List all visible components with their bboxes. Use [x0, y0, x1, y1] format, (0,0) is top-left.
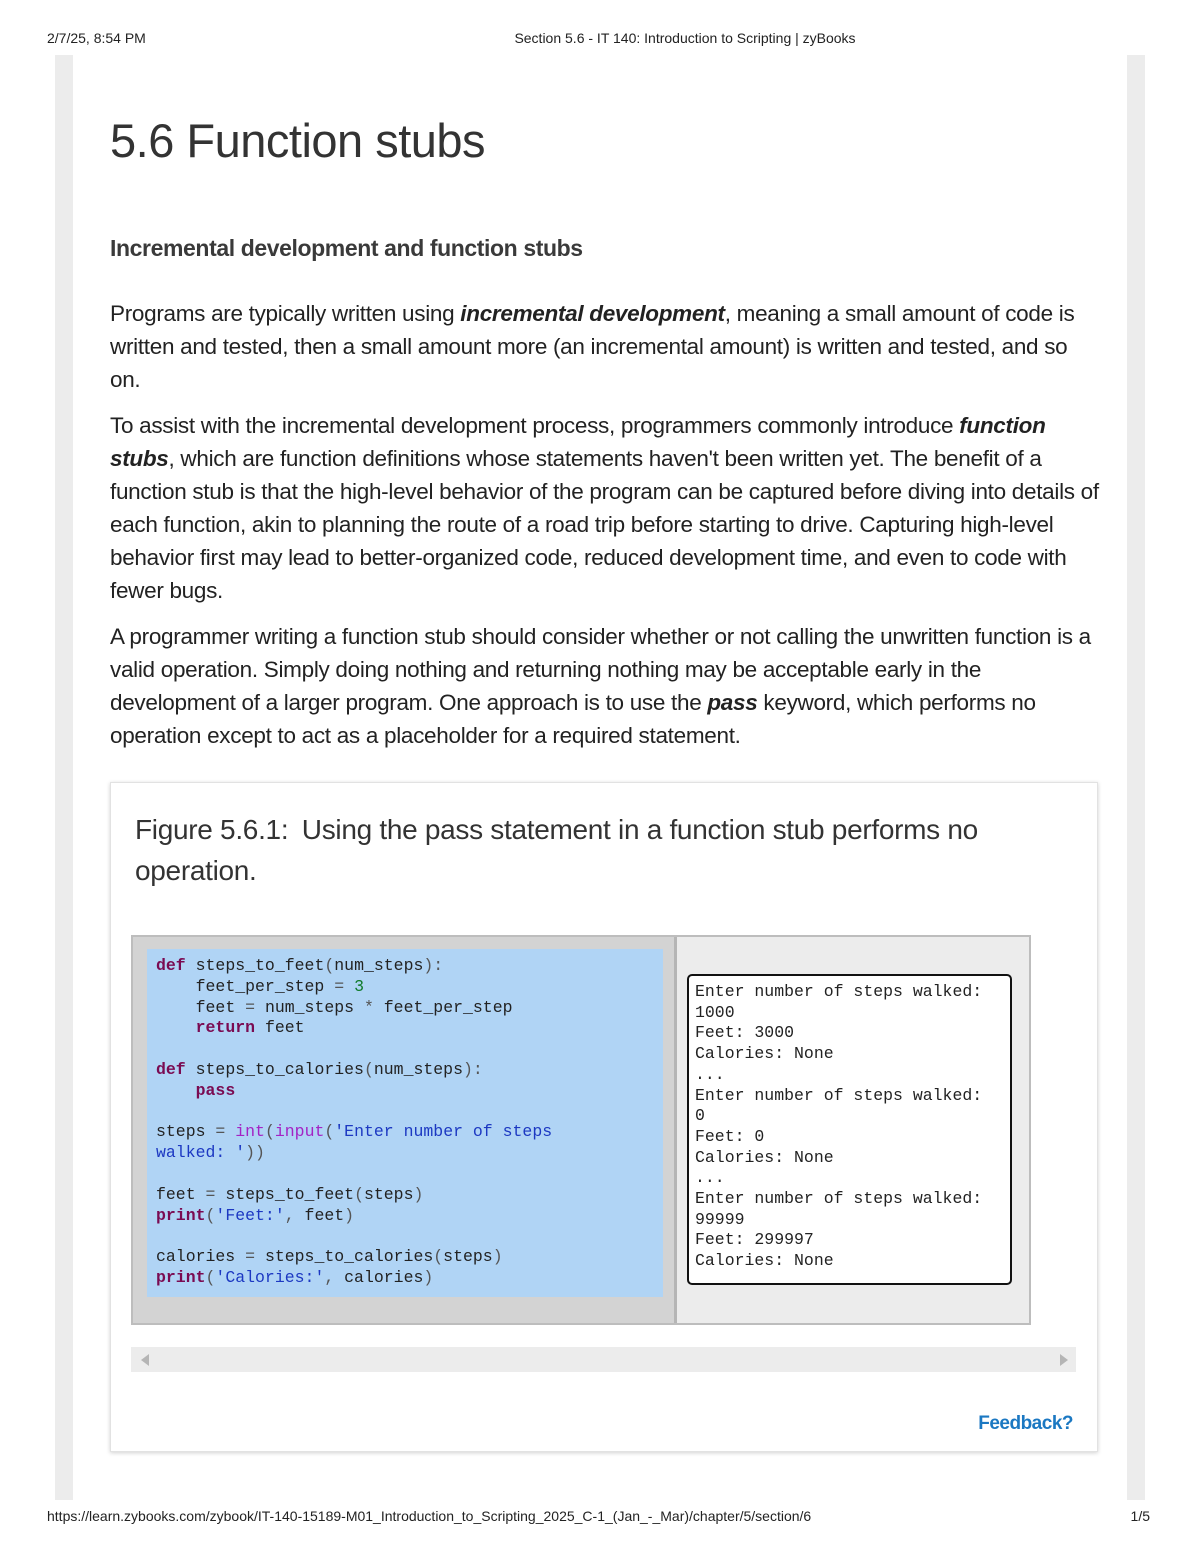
print-page-number: 1/5 — [1130, 1508, 1150, 1524]
figure-label: Figure 5.6.1: — [135, 814, 289, 845]
code-param: num_steps — [334, 956, 424, 975]
code-variable: calories — [344, 1267, 424, 1287]
term-pass: pass — [707, 690, 758, 715]
code-keyword: def — [156, 956, 186, 975]
para2-text-pre: To assist with the incremental development process, programmers commonly introduce — [110, 413, 960, 438]
code-keyword: pass — [195, 1080, 236, 1100]
code-keyword: return — [195, 1018, 256, 1038]
right-margin-bar — [1127, 55, 1145, 1500]
code-function-name: steps_to_calories — [195, 1059, 364, 1079]
code-variable: feet — [304, 1205, 345, 1225]
code-builtin: int — [235, 1122, 265, 1142]
code-variable: steps — [363, 1184, 414, 1204]
print-url: https://learn.zybooks.com/zybook/IT-140-15189-M01_Introduction_to_Scripting_2025_C-1_(Jan_-_Mar)/chapter/5/section/6 — [47, 1508, 812, 1524]
term-incremental-development: incremental development — [460, 301, 725, 326]
para2-text-post: , which are function definitions whose statements haven't been written yet. The benefit of a function stub is that the high-level behavior of the program can be captured before diving into details of each function, akin to planning the route of a road trip before starting to drive. Capturing high-level behavior first may lead to better-organized code, reduced development time, and even to code with fewer bugs. — [110, 446, 1099, 603]
scroll-right-icon[interactable] — [1060, 1354, 1068, 1366]
code-function-name: steps_to_calories — [264, 1247, 434, 1267]
code-param: num_steps — [373, 1059, 463, 1079]
para3-text-pre: A programmer writing a function stub should consider whether or not calling the unwritten function is a valid operation. Simply doing nothing and returning nothing may be acceptable early in the development of a larger program. One approach is to use the — [110, 624, 1091, 715]
code-variable: feet_per_step — [383, 997, 513, 1017]
code-listing: def steps_to_feet(num_steps): feet_per_step = 3 feet = num_steps * feet_per_step return feet def steps_to_calories(num_steps): pass steps = int(input('Enter number of steps walked: ')) feet = steps_to_feet(steps) print('Feet:', feet) calories = steps_to_calories(steps) print('Calories:', calories) — [156, 956, 553, 1287]
code-variable: feet — [156, 1184, 196, 1204]
section-title: 5.6 Function stubs — [110, 114, 486, 167]
code-function-name: steps_to_feet — [225, 1184, 355, 1204]
code-variable: feet — [195, 997, 236, 1017]
code-builtin: input — [274, 1122, 325, 1142]
code-builtin: print — [156, 1205, 206, 1225]
section-content — [110, 110, 1100, 752]
code-keyword: def — [156, 1059, 186, 1079]
code-variable: feet — [264, 1018, 305, 1038]
section-subtitle: Incremental development and function stubs — [110, 235, 583, 261]
para1-text-post: , meaning a small amount of code is written and tested, then a small amount more (an incremental amount) is written and tested, and so on. — [110, 301, 1075, 392]
print-page-title: Section 5.6 - IT 140: Introduction to Scripting | zyBooks — [514, 30, 856, 46]
figure-caption — [135, 809, 1055, 891]
code-variable: steps — [443, 1247, 493, 1267]
code-string: walked: ' — [156, 1143, 246, 1163]
scroll-left-icon[interactable] — [141, 1354, 149, 1366]
print-footer — [0, 1508, 1200, 1528]
console-output: Enter number of steps walked: 1000 Feet: 3000 Calories: None ... Enter number of steps walked: 0 Feet: 0 Calories: None ... Enter number of steps walked: 99999 Feet: 299997 Calories: None — [695, 982, 983, 1271]
code-panel — [147, 949, 663, 1297]
code-string: 'Feet:' — [215, 1205, 285, 1225]
code-function-name: steps_to_feet — [195, 956, 325, 975]
paragraph-function-stubs — [110, 409, 1100, 607]
code-param: num_steps — [264, 997, 355, 1017]
horizontal-scrollbar[interactable] — [131, 1347, 1076, 1372]
term-function-stubs: function stubs — [110, 413, 1046, 471]
para3-text-post: keyword, which performs no operation except to act as a placeholder for a required statement. — [110, 690, 1036, 748]
code-variable: steps — [156, 1122, 206, 1142]
code-example-frame — [131, 935, 1031, 1325]
code-string: 'Enter number of steps — [334, 1122, 553, 1142]
code-number: 3 — [354, 976, 364, 996]
para1-text-pre: Programs are typically written using — [110, 301, 461, 326]
code-variable: feet_per_step — [195, 976, 325, 996]
paragraph-pass-keyword — [110, 620, 1100, 752]
feedback-link[interactable]: Feedback? — [978, 1413, 1073, 1434]
code-variable: calories — [156, 1247, 236, 1267]
figure-caption-text: Using the pass statement in a function stub performs no operation. — [135, 814, 978, 886]
paragraph-incremental-development — [110, 297, 1100, 396]
print-header — [0, 30, 1200, 50]
figure-card — [110, 782, 1098, 1452]
left-margin-bar — [55, 55, 73, 1500]
console-output-box — [687, 974, 1012, 1285]
code-string: 'Calories:' — [215, 1267, 325, 1287]
print-datetime: 2/7/25, 8:54 PM — [47, 30, 146, 46]
code-builtin: print — [156, 1267, 206, 1287]
